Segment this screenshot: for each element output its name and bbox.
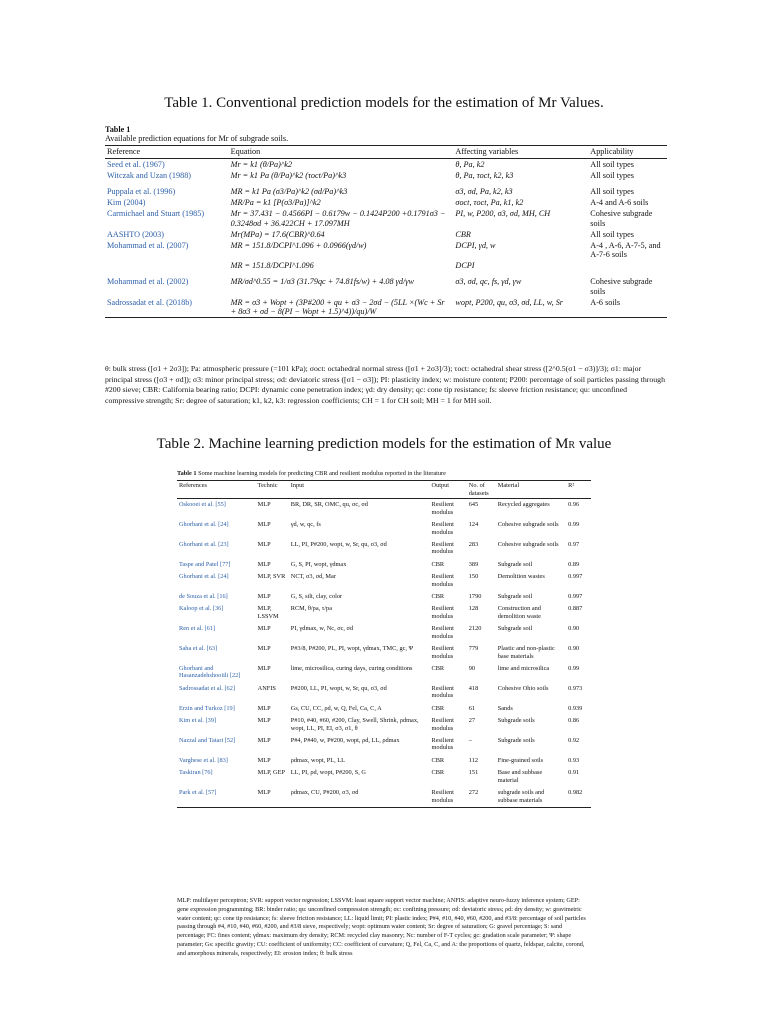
table2-cell-input: NCT, σ3, σd, Mar (290, 573, 336, 581)
table2-cell-r2: 0.90 (568, 645, 580, 653)
table2-cell-datasets: 61 (468, 704, 476, 712)
table2-cell-material: Construction and demolition waste (497, 605, 541, 620)
table2-cell-material: Cohesive subgrade soils (497, 540, 559, 548)
table2-cell-output: Resilient modulus (431, 736, 454, 752)
table2-cell-material: Demolition wastes (497, 573, 545, 581)
table2-cell-technic: MLP (257, 736, 271, 744)
table2-cell-technic: MLP (257, 521, 271, 529)
table2-row (177, 683, 591, 703)
table2-cell-reference: Ghorbani and Hasanzadehshooiili [22] (179, 665, 241, 680)
table1-cell-variables: θ, Pa, τoct, k2, k3 (455, 170, 514, 180)
table1-cell-variables: θ, Pa, k2 (455, 159, 485, 169)
table2-caption-subscript: R (568, 440, 576, 451)
table2-cell-reference: Varghese et al. [83] (179, 756, 228, 764)
table2-cell-technic: MLP (257, 593, 271, 601)
table1-cell-equation: Mr = k1 (θ/Pa)^k2 (230, 159, 293, 169)
table2-caption-prefix: Table 2. Machine learning prediction models for the estimation of M (156, 436, 569, 452)
table2-header-output: Output (430, 481, 467, 499)
table2-cell-technic: MLP (257, 560, 271, 568)
table2-cell-r2: 0.93 (568, 756, 580, 764)
table2-caption (0, 436, 768, 453)
table1-cell-variables: wopt, P200, qu, σ3, σd, LL, w, Sr (453, 297, 588, 318)
table2-cell-material: Cohesive Ohio soils (497, 684, 549, 692)
table2-header-r2: R² (566, 481, 591, 499)
table1-cell-applicability: Cohesive subgrade soils (590, 277, 653, 296)
table1-row (105, 158, 667, 170)
table2-cell-material: Subgrade soils (497, 717, 535, 725)
table2-title-text: Some machine learning models for predicting CBR and resilient modulus reported in the literature (198, 470, 446, 477)
table2-cell-reference: Ren et al. [61] (179, 625, 216, 633)
table2-cell-input: LL, PI, P#200, wopt, w, Sr, qu, σ3, σd (290, 540, 387, 548)
table2-cell-reference: Nazzal and Tatari [52] (179, 736, 236, 744)
table2-cell-technic: MLP, SVR (257, 573, 286, 581)
table2-cell-reference: Sadrossadat et al. [62] (179, 684, 235, 692)
table1-cell-variables: DCPI, γd, w (455, 240, 496, 250)
table1-cell-equation: Mr = 37.431 − 0.4566PI − 0.6179w − 0.1424P200 +0.1791σ3 − 0.3248σd + 36.422CH + 17.097MH (230, 209, 446, 228)
table2-cell-datasets: 272 (467, 787, 496, 807)
table1-cell-applicability: All soil types (590, 170, 634, 180)
table1-cell-reference: Carmichael and Stuart (1985) (107, 209, 205, 219)
table2-caption-suffix: value (575, 436, 612, 452)
table2-cell-reference: Ghorbani et al. [24] (179, 573, 229, 581)
table1-cell-equation: MR = σ3 + Wopt + (3P#200 + qu + σ3 − 2σd − (5LL ×(Wc + Sr + 8σ3 + σd − 8(PI − Wopt + 1.5)^4))/qu)/W (229, 297, 454, 318)
table2-row (177, 715, 591, 735)
table1-cell-applicability: A-4 and A-6 soils (590, 198, 649, 208)
table2-row (177, 539, 591, 559)
table2-cell-input: ρdmax, CU, P#200, σ3, σd (289, 787, 430, 807)
table2-header-row (177, 481, 591, 499)
table2-cell-material: Sands (497, 704, 513, 712)
table2-cell-technic: MLP (257, 645, 271, 653)
table2-cell-r2: 0.982 (566, 787, 591, 807)
table2-cell-r2: 0.997 (568, 593, 583, 601)
table2-cell-datasets: 128 (468, 605, 479, 613)
table1 (105, 125, 667, 318)
table1-grid (105, 145, 667, 318)
table1-cell-variables: DCPI (455, 261, 475, 271)
table2-cell-reference: Saha et al. [63] (179, 645, 218, 653)
table1-row (105, 181, 667, 197)
table1-cell-variables: PI, w, P200, σ3, σd, MH, CH (455, 209, 551, 219)
table2-cell-material: Subgrade soil (497, 560, 533, 568)
table1-row (105, 208, 667, 228)
table2-cell-datasets: 645 (468, 501, 479, 509)
table2-cell-datasets: 389 (468, 560, 479, 568)
table1-row (105, 229, 667, 240)
table1-cell-applicability: Cohesive subgrade soils (590, 209, 653, 228)
table2-cell-material: Subgrade soils (497, 736, 535, 744)
table1-cell-variables: σ3, σd, qc, fs, γd, γw (455, 277, 522, 287)
table1-cell-equation: Mr = k1 Pa (θ/Pa)^k2 (τoct/Pa)^k3 (230, 170, 347, 180)
table2-cell-output: Resilient modulus (431, 540, 454, 556)
table2-cell-r2: 0.97 (568, 540, 580, 548)
table1-cell-equation: MR = k1 Pa (σ3/Pa)^k2 (σd/Pa)^k3 (230, 186, 348, 196)
table2-row (177, 571, 591, 591)
table2-cell-datasets: 2120 (468, 625, 482, 633)
table2-cell-output: CBR (431, 769, 445, 777)
table1-cell-variables: CBR (455, 229, 471, 239)
table2 (177, 470, 591, 808)
table1-cell-variables: σ3, σd, Pa, k2, k3 (455, 186, 513, 196)
table2-cell-output: Resilient modulus (431, 625, 454, 640)
table1-row (105, 240, 667, 260)
table2-cell-material: subgrade soils and subbase materials (496, 787, 566, 807)
table2-cell-r2: 0.939 (568, 704, 583, 712)
table2-cell-output: CBR (431, 593, 445, 601)
table1-cell-reference: Kim (2004) (107, 198, 146, 208)
table2-cell-datasets: 90 (468, 665, 476, 673)
table2-cell-input: P#10, #40, #60, #200, Clay, Swell, Shrink, ρdmax, wopt, LL, PI, EI, σ3, σ1, θ (290, 717, 419, 732)
table1-row (105, 170, 667, 181)
table1-cell-reference: Sadrossadat et al. (2018b) (105, 297, 229, 318)
table2-cell-r2: 0.90 (568, 625, 580, 633)
table2-row (177, 603, 591, 623)
table1-cell-reference (105, 260, 229, 271)
table2-cell-output: CBR (431, 704, 445, 712)
table2-cell-reference: Kim et al. [39] (179, 717, 217, 725)
table2-row (177, 755, 591, 767)
table2-header-references: References (177, 481, 256, 499)
table2-cell-input: G, S, PI, wopt, γdmax (290, 560, 347, 568)
table2-label: Table 1 (177, 470, 197, 477)
table2-cell-output: Resilient modulus (431, 521, 454, 536)
table2-cell-output: CBR (431, 665, 445, 673)
table1-label: Table 1 (105, 125, 131, 134)
table1-cell-reference: Seed et al. (1967) (107, 159, 165, 169)
table2-cell-material: Cohesive subgrade soils (497, 521, 559, 529)
table2-grid (177, 480, 591, 808)
table2-footnote: MLP: multilayer perceptron; SVR: support vector regression; LSSVM: least square support vector machine; ANFIS: adaptive neuro-fuzzy inference system; GEP: gene expression programming; BR: binder ratio; qu: unconfined compression strength; σc: confining pressure; σd: deviatoric stress; ρd: dry density; w: gravimetric water content; qc: cone tip resistance; fs: sleeve friction resistance; LL: liquid limit; PI: plastic index; P#4, #10, #40, #60, #200, and #3/8: percentage of soil particles passing through #4, #10, #40, #60, #200, and #3/8 sieve, respectively; wopt: optimum water content; Sr: degree of saturation; G: gravel percentage; S: sand percentage; FC: fines content; γdmax: maximum dry density; RCM: recycled clay masonry; Nc: number of F-T cycles; gc: gradation scale parameter; Ψ: shape parameter; Gs: specific gravity; CU: coefficient of uniformity; CC: coefficient of curvature; Q, Fel, Ca, C, and A: the proportions of quartz, feldspar, calcite, corond, and amorphous minerals, respectively; EI: erosion index; θ: bulk stress (177, 897, 586, 957)
table2-cell-input: P#4, P#40, w, P#200, wopt, ρd, LL, ρdmax (290, 736, 400, 744)
table2-cell-r2: 0.99 (568, 665, 580, 673)
table2-header-technic: Technic (256, 481, 289, 499)
table1-cell-equation: Mr(MPa) = 17.6(CBR)^0.64 (230, 229, 325, 239)
table2-cell-technic: MLP (257, 540, 271, 548)
table2-cell-output: Resilient modulus (431, 684, 454, 700)
table1-header-row (105, 146, 667, 158)
table2-cell-input: PI, γdmax, w, Nc, σc, σd (290, 625, 354, 633)
table2-header-input: Input (289, 481, 430, 499)
table2-cell-reference: Ghorbani et al. [23] (179, 540, 229, 548)
table1-cell-applicability: A-6 soils (588, 297, 667, 318)
table2-cell-datasets: 418 (468, 684, 479, 692)
table2-cell-technic: MLP (257, 704, 271, 712)
table2-cell-output: Resilient modulus (431, 605, 454, 620)
table2-cell-datasets: – (468, 736, 472, 744)
table2-cell-r2: 0.997 (568, 573, 583, 581)
table2-cell-input: BR, DR, SR, OMC, qu, σc, σd (290, 501, 368, 509)
table2-cell-input: ρdmax, wopt, PL, LL (290, 756, 345, 764)
table2-row (177, 663, 591, 683)
table1-header-equation: Equation (229, 146, 454, 158)
table1-cell-applicability: All soil types (590, 229, 634, 239)
table2-row (177, 499, 591, 519)
table1-cell-applicability: All soil types (590, 159, 634, 169)
table1-cell-reference: Mohammad et al. (2002) (107, 277, 189, 287)
table2-header-material: Material (496, 481, 566, 499)
table2-cell-input: G, S, silt, clay, color (290, 593, 343, 601)
table2-cell-reference: Oskooei et al. [55] (179, 501, 226, 509)
table2-cell-datasets: 283 (468, 540, 479, 548)
table2-cell-output: Resilient modulus (431, 645, 454, 660)
table1-cell-equation: MR/Pa = k1 [P(σ3/Pa)]^k2 (230, 198, 321, 208)
table1-caption: Table 1. Conventional prediction models for the estimation of Mr Values. (164, 95, 604, 111)
table2-cell-technic: MLP, LSSVM (257, 605, 279, 620)
table2-cell-technic: MLP (257, 756, 271, 764)
table2-cell-r2: 0.92 (568, 736, 580, 744)
table1-footnote: θ: bulk stress ([σ1 + 2σ3]); Pa: atmospheric pressure (=101 kPa); σoct: octahedral normal stress ([σ1 + 2σ3]/3); τoct: octahedral shear stress ([2^0.5(σ1 − σ3)]/3); σ1: major principal stress ([σ3 + σd]); σ3: minor principal stress; σd: deviatoric stress ([σ1 − σ3]); PI: plasticity index; w: moisture content; P200: percentage of soil particles passing through #200 sieve; CBR: California bearing ratio; DCPI: dynamic cone penetration index; γd: dry density; qc: cone tip resistance; fs: sleeve friction resistance; qu: unconfined compressive strength; Sr: degree of saturation; k1, k2, k3: regression coefficients; CH = 1 for CH soil; MH = 1 for MH soil. (105, 364, 665, 405)
table2-cell-reference: Park et al. [57] (177, 787, 256, 807)
table1-cell-equation: MR = 151.8/DCPI^1.096 + 0.0966(γd/w) (230, 240, 367, 250)
table2-cell-technic: ANFIS (257, 684, 276, 692)
table1-header-affecting-variables: Affecting variables (453, 146, 588, 158)
table2-title (177, 470, 591, 477)
table2-cell-r2: 0.86 (568, 717, 580, 725)
table2-cell-technic: MLP, GEP (257, 769, 285, 777)
table2-cell-technic: MLP (257, 625, 271, 633)
table2-cell-output: Resilient modulus (431, 501, 454, 516)
table1-row (105, 271, 667, 296)
table2-cell-reference: Ghorbani et al. [24] (179, 521, 229, 529)
table1-row (105, 297, 667, 318)
table2-row (177, 703, 591, 715)
table2-cell-input: P#200, LL, PI, wopt, w, Sr, qu, σ3, σd (290, 684, 387, 692)
table2-cell-input: Gs, CU, CC, ρd, w, Q, Fel, Ca, C, A (290, 704, 382, 712)
table2-cell-datasets: 124 (468, 521, 479, 529)
table2-cell-datasets: 151 (468, 769, 479, 777)
table2-cell-r2: 0.99 (568, 521, 580, 529)
table2-row (177, 591, 591, 603)
table2-cell-material: Plastic and non-plastic base materials (497, 645, 555, 660)
table1-cell-reference: Witczak and Uzan (1988) (107, 170, 192, 180)
table2-cell-r2: 0.89 (568, 560, 580, 568)
table1-row (105, 197, 667, 208)
table2-cell-output: CBR (431, 560, 445, 568)
table1-header-applicability: Applicability (588, 146, 667, 158)
table2-cell-reference: Erzin and Turkoz [19] (179, 704, 235, 712)
table2-cell-output: Resilient modulus (430, 787, 467, 807)
table2-cell-output: Resilient modulus (431, 573, 454, 588)
table2-cell-material: Fine-grained soils (497, 756, 544, 764)
table2-row (177, 767, 591, 787)
table2-cell-r2: 0.96 (568, 501, 580, 509)
table2-cell-input: γd, w, qc, fs (290, 521, 321, 529)
table2-cell-input: P#3/8, P#200, PL, PI, wopt, γdmax, TMC, gc, Ψ (290, 645, 414, 653)
table2-cell-technic: MLP (257, 717, 271, 725)
table2-header-datasets: No. of datasets (467, 481, 496, 499)
table1-cell-reference: Mohammad et al. (2007) (107, 240, 189, 250)
table2-cell-reference: Taspe and Patel [77] (179, 560, 231, 568)
table2-row (177, 735, 591, 755)
table2-cell-input: LL, PI, ρd, wopt, P#200, S, G (290, 769, 366, 777)
table1-cell-applicability (588, 260, 667, 271)
table2-row (177, 623, 591, 643)
table2-cell-input: RCM, θ/pa, τ/pa (290, 605, 332, 613)
table2-cell-material: Base and subbase material (497, 769, 543, 784)
table1-cell-reference: AASHTO (2003) (107, 229, 164, 239)
table2-row (177, 643, 591, 663)
table2-row (177, 559, 591, 571)
table2-cell-input: lime, microsilica, curing days, curing conditions (290, 665, 413, 673)
table2-cell-datasets: 150 (468, 573, 479, 581)
table2-cell-reference: Kaloop et al. [36] (179, 605, 224, 613)
table2-cell-material: lime and microsilica (497, 665, 550, 673)
table2-cell-material: Subgrade soil (497, 625, 533, 633)
table2-cell-material: Subgrade soil (497, 593, 533, 601)
table1-cell-applicability: All soil types (590, 186, 634, 196)
table1-cell-equation: MR = 151.8/DCPI^1.096 (230, 261, 314, 271)
table2-cell-output: Resilient modulus (431, 717, 454, 732)
table2-cell-datasets: 112 (468, 756, 478, 764)
table2-row (177, 519, 591, 539)
table2-cell-datasets: 1790 (468, 593, 482, 601)
table1-header-reference: Reference (105, 146, 229, 158)
table2-cell-r2: 0.973 (568, 684, 583, 692)
table2-cell-output: CBR (431, 756, 445, 764)
table2-cell-r2: 0.887 (568, 605, 583, 613)
table2-cell-technic: MLP (257, 501, 271, 509)
table1-cell-applicability: A-4 , A-6, A-7-5, and A-7-6 soils (590, 240, 661, 260)
table1-subtitle: Available prediction equations for Mr of subgrade soils. (105, 134, 289, 144)
table2-row (177, 787, 591, 807)
table2-cell-datasets: 779 (468, 645, 479, 653)
table1-row (105, 260, 667, 271)
table1-cell-equation: MR/σd^0.55 = 1/σ3 (31.79qc + 74.81fs/w) + 4.08 γd/γw (230, 277, 414, 287)
table2-cell-technic: MLP (257, 665, 271, 673)
table2-cell-datasets: 27 (468, 717, 476, 725)
table2-cell-technic: MLP (256, 787, 289, 807)
table2-cell-material: Recycled aggregates (497, 501, 550, 509)
table1-cell-variables: σoct, τoct, Pa, k1, k2 (455, 198, 524, 208)
table1-cell-reference: Puppala et al. (1996) (107, 186, 176, 196)
table2-cell-reference: de Souza et al. [16] (179, 593, 228, 601)
table2-cell-r2: 0.91 (568, 769, 580, 777)
table2-cell-reference: Taskiran [76] (179, 769, 213, 777)
